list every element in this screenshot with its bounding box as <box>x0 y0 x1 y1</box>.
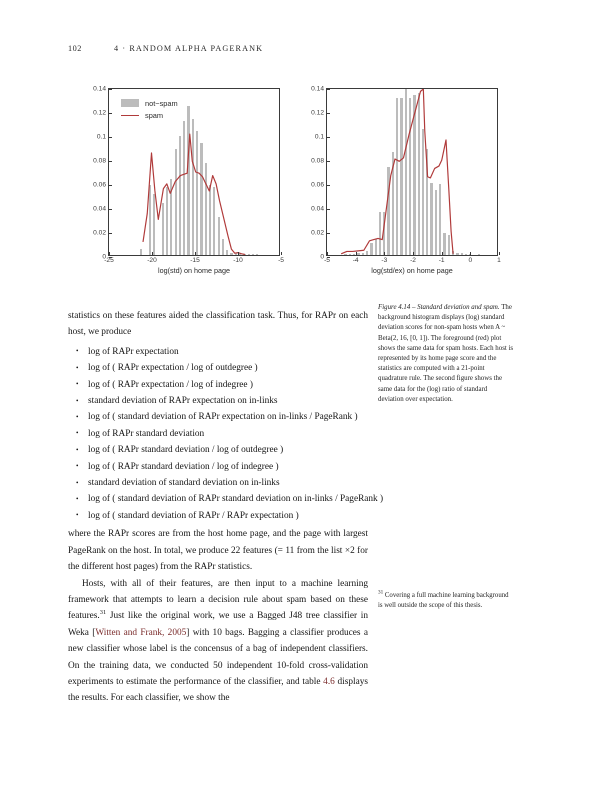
y-axis-tick-label: 0.08 <box>93 157 106 165</box>
chapter-title: 4 · RANDOM ALPHA PAGERANK <box>114 44 264 53</box>
y-axis-tick-label: 0.08 <box>311 157 324 165</box>
x-axis-tick-label: -5 <box>278 257 284 264</box>
chart-left-plot <box>93 85 284 264</box>
body-column <box>68 308 384 707</box>
y-axis-tick-mark <box>327 233 330 234</box>
chart-right <box>284 80 506 292</box>
legend-entry-spam <box>121 109 178 121</box>
chart-right-xlabel: log(std/ex) on home page <box>371 266 453 275</box>
x-axis-tick-mark <box>281 252 282 255</box>
x-axis-tick-mark <box>152 252 153 255</box>
y-axis-tick-mark <box>327 89 330 90</box>
feature-list-item: • log of ( RAPr expectation / log of indegree ) <box>68 377 368 393</box>
legend-label-spam: spam <box>145 110 164 120</box>
chart-right-plot <box>311 85 501 264</box>
page-number: 102 <box>68 44 82 53</box>
x-axis-tick-label: 0 <box>468 257 473 264</box>
paragraph-3-part-a: Hosts, with all of their features, are then input to a machine learning framework that attempts to learn a decision rule about spam based on these features. <box>68 578 368 622</box>
x-axis-tick-mark <box>384 252 385 255</box>
figure-caption-number: Figure 4.14 – <box>378 304 418 311</box>
x-axis-tick-label: -10 <box>233 257 243 264</box>
paragraph-3-part-c: ] with 10 bags. Bagging a classifier produces a new classifier whose label is the concensus of a bag of independent classifiers. On the training data, we conducted 50 independent 10-fold cross-validation experiments to estimate the performance of the classifier, and table <box>68 627 368 687</box>
y-axis-tick-mark <box>109 113 112 114</box>
feature-list-item: • log of RAPr standard deviation <box>68 426 368 442</box>
chart-right-spam-line <box>327 89 497 255</box>
y-axis-tick-label: 0 <box>320 253 324 261</box>
y-axis-tick-label: 0.14 <box>311 85 324 93</box>
x-axis-tick-label: -25 <box>104 257 114 264</box>
y-axis-tick-mark <box>109 209 112 210</box>
feature-list-item: • standard deviation of RAPr expectation on in-links <box>68 393 368 409</box>
x-axis-tick-label: -15 <box>190 257 200 264</box>
y-axis-tick-mark <box>327 137 330 138</box>
x-axis-tick-mark <box>499 252 500 255</box>
feature-list-item: • log of ( standard deviation of RAPr standard deviation on in-links / PageRank ) <box>68 491 368 507</box>
y-axis-tick-label: 0.12 <box>93 109 106 117</box>
spam-line-path <box>143 134 245 254</box>
x-axis-tick-label: -2 <box>410 257 416 264</box>
chart-left <box>66 80 288 292</box>
paragraph-3-part-b: Just like the original work, we use a Bagged J48 tree classifier in Weka [ <box>68 611 368 638</box>
figure-caption <box>378 303 514 405</box>
chart-left-xlabel: log(std) on home page <box>158 266 230 275</box>
x-axis-tick-mark <box>109 252 110 255</box>
feature-list-item: • log of ( RAPr standard deviation / log of indegree ) <box>68 459 368 475</box>
legend-bar-swatch-icon <box>121 99 139 107</box>
table-reference-link[interactable]: 4.6 <box>323 676 335 687</box>
figure-caption-title: Standard deviation and spam. <box>417 304 500 311</box>
y-axis-tick-label: 0.02 <box>311 229 324 237</box>
figure-4-14 <box>66 80 526 292</box>
y-axis-tick-label: 0.1 <box>314 133 324 141</box>
x-axis-tick-label: -4 <box>352 257 359 264</box>
x-axis-tick-label: -5 <box>324 257 330 264</box>
y-axis-tick-label: 0.06 <box>93 181 106 189</box>
citation-link[interactable]: Witten and Frank, 2005 <box>95 627 187 638</box>
y-axis-tick-label: 0 <box>102 253 106 261</box>
y-axis-tick-label: 0.1 <box>96 133 106 141</box>
y-axis-tick-mark <box>327 113 330 114</box>
legend-entry-not-spam <box>121 97 178 109</box>
legend-label-not-spam: not−spam <box>145 98 178 108</box>
x-axis-tick-label: -1 <box>438 257 445 264</box>
footnote-number: 31 <box>378 589 384 596</box>
footnote-31 <box>378 591 514 611</box>
x-axis-tick-label: 1 <box>497 257 501 264</box>
y-axis-tick-label: 0.12 <box>311 109 324 117</box>
y-axis-tick-mark <box>109 89 112 90</box>
legend-line-swatch-icon <box>121 115 139 116</box>
feature-list-item: • standard deviation of standard deviation on in-links <box>68 475 368 491</box>
chart-legend <box>121 97 178 121</box>
y-axis-tick-label: 0.14 <box>93 85 106 93</box>
y-axis-tick-mark <box>327 185 330 186</box>
spam-line-path <box>341 89 453 254</box>
paragraph-3 <box>68 576 368 707</box>
x-axis-tick-label: -3 <box>381 257 388 264</box>
paragraph-1: statistics on these features aided the classification task. Thus, for RAPr on each host, we produce <box>68 311 368 338</box>
y-axis-tick-mark <box>109 137 112 138</box>
feature-list <box>68 344 384 524</box>
paragraph-2: where the RAPr scores are from the host home page, and the page with largest PageRank on the host. In total, we produce 22 features (= 11 from the list ×2 for the different host pages) from the RAPr statistics. <box>68 529 368 573</box>
y-axis-tick-mark <box>109 233 112 234</box>
feature-list-item: • log of ( standard deviation of RAPr / RAPr expectation ) <box>68 508 368 524</box>
x-axis-tick-mark <box>195 252 196 255</box>
footnote-text: Covering a full machine learning background is well outside the scope of this thesis. <box>378 592 509 609</box>
y-axis-tick-label: 0.04 <box>93 205 106 213</box>
y-axis-tick-mark <box>327 209 330 210</box>
running-head <box>68 44 498 53</box>
y-axis-tick-label: 0.04 <box>311 205 324 213</box>
feature-list-item: • log of RAPr expectation <box>68 344 368 360</box>
x-axis-tick-mark <box>356 252 357 255</box>
x-axis-tick-mark <box>442 252 443 255</box>
y-axis-tick-label: 0.02 <box>93 229 106 237</box>
y-axis-tick-mark <box>327 161 330 162</box>
y-axis-tick-mark <box>109 161 112 162</box>
y-axis-tick-mark <box>109 185 112 186</box>
feature-list-item: • log of ( RAPr expectation / log of outdegree ) <box>68 360 368 376</box>
x-axis-tick-label: -20 <box>147 257 157 264</box>
x-axis-tick-mark <box>470 252 471 255</box>
x-axis-tick-mark <box>327 252 328 255</box>
paragraph-3-part-d: displays the results. For each classifier, we show the <box>68 676 368 704</box>
y-axis-tick-label: 0.06 <box>311 181 324 189</box>
figure-caption-text: The background histogram displays (log) standard deviation scores for non-spam hosts when A ~ Beta(2, 16, [0, 1]). The foreground (red) plot shows the same data for spam hosts. Each host is represented by its home page score and the statistics are computed with a 21-point quadrature rule. The second figure shows the same data for the (log) ratio of standard deviation over expectation. <box>378 304 514 403</box>
footnote-marker: 31 <box>99 609 107 617</box>
x-axis-tick-mark <box>238 252 239 255</box>
x-axis-tick-mark <box>413 252 414 255</box>
feature-list-item: • log of ( standard deviation of RAPr expectation on in-links / PageRank ) <box>68 409 368 425</box>
feature-list-item: • log of ( RAPr standard deviation / log of outdegree ) <box>68 442 368 458</box>
